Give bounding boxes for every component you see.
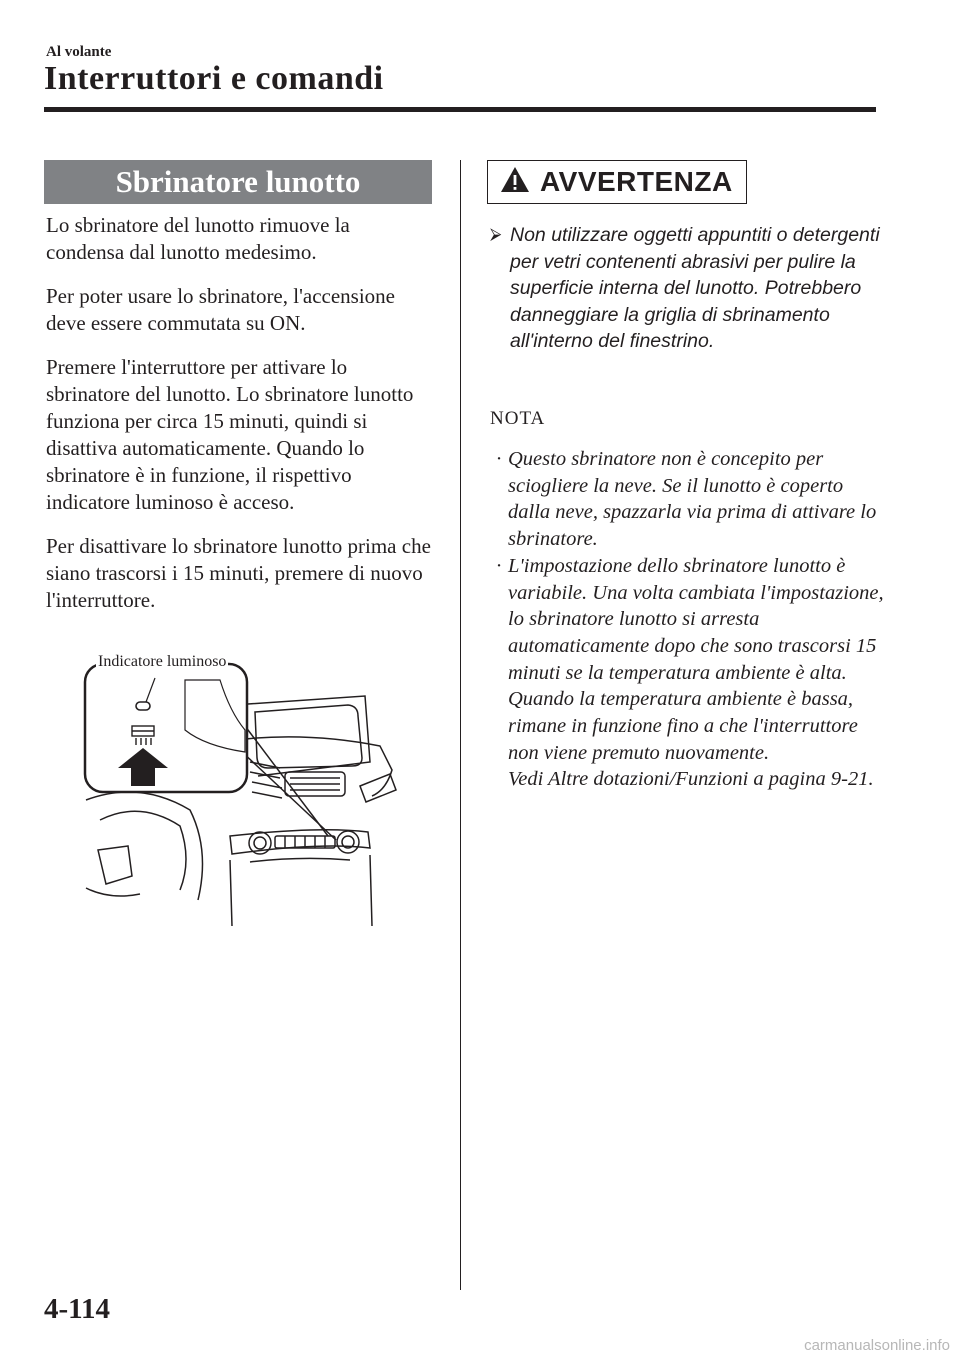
note-list: [490, 446, 885, 793]
steering-wheel: [86, 792, 203, 900]
paragraph: Lo sbrinatore del lunotto rimuove la condensa dal lunotto medesimo.: [46, 213, 350, 264]
column-divider: [460, 160, 461, 1290]
paragraph: Per disattivare lo sbrinatore lunotto prima che siano trascorsi i 15 minuti, premere di nuovo l'interruttore.: [46, 534, 431, 612]
watermark: carmanualsonline.info: [804, 1337, 950, 1354]
cross-reference: Vedi Altre dotazioni/Funzioni a pagina 9-21.: [508, 768, 874, 791]
paragraph: Premere l'interruttore per attivare lo sbrinatore del lunotto. Lo sbrinatore lunotto funziona per circa 15 minuti, quindi si disattiva automaticamente. Quando lo sbrinatore è in funzione, il rispettivo indicatore luminoso è acceso.: [46, 355, 414, 514]
bullet-icon: ·: [495, 448, 503, 470]
page-number: 4-114: [44, 1293, 111, 1325]
page-title: Interruttori e comandi: [44, 60, 384, 97]
paragraph: Per poter usare lo sbrinatore, l'accensione deve essere commutata su ON.: [46, 284, 395, 335]
warning-title: AVVERTENZA: [540, 166, 733, 197]
note-label: NOTA: [490, 408, 546, 429]
dashboard-illustration: [80, 650, 420, 930]
section-title: Sbrinatore lunotto: [44, 160, 432, 204]
list-item: [490, 553, 885, 793]
note-text: L'impostazione dello sbrinatore lunotto è variabile. Una volta cambiata l'impostazione, lo sbrinatore lunotto si arresta automaticamente dopo che sono trascorsi 15 minuti se la temperatura ambiente è alta. Quando la temperatura ambiente è bassa, rimane in funzione fino a che l'interruttore non viene premuto nuovamente.: [508, 554, 884, 764]
list-item: [490, 446, 885, 553]
section-body: [46, 212, 432, 631]
warning-item: [490, 222, 880, 355]
warning-triangle-icon: [500, 166, 530, 198]
bullet-icon: ·: [495, 554, 503, 577]
note-text: Questo sbrinatore non è concepito per sciogliere la neve. Se il lunotto è coperto dalla neve, spazzarla via prima di attivare lo sbrinatore.: [508, 448, 877, 551]
breadcrumb: Al volante: [46, 44, 112, 60]
warning-box: [487, 160, 747, 204]
figure-label: Indicatore luminoso: [98, 653, 227, 670]
knob-right: [337, 831, 359, 853]
warning-text: Non utilizzare oggetti appuntiti o detergenti per vetri contenenti abrasivi per pulire la superficie interna del lunotto. Potrebbero danneggiare la griglia di sbrinamento all'interno del finestrino.: [510, 224, 880, 352]
title-rule: [44, 107, 876, 112]
arrow-bullet-icon: ⮚: [490, 226, 502, 243]
